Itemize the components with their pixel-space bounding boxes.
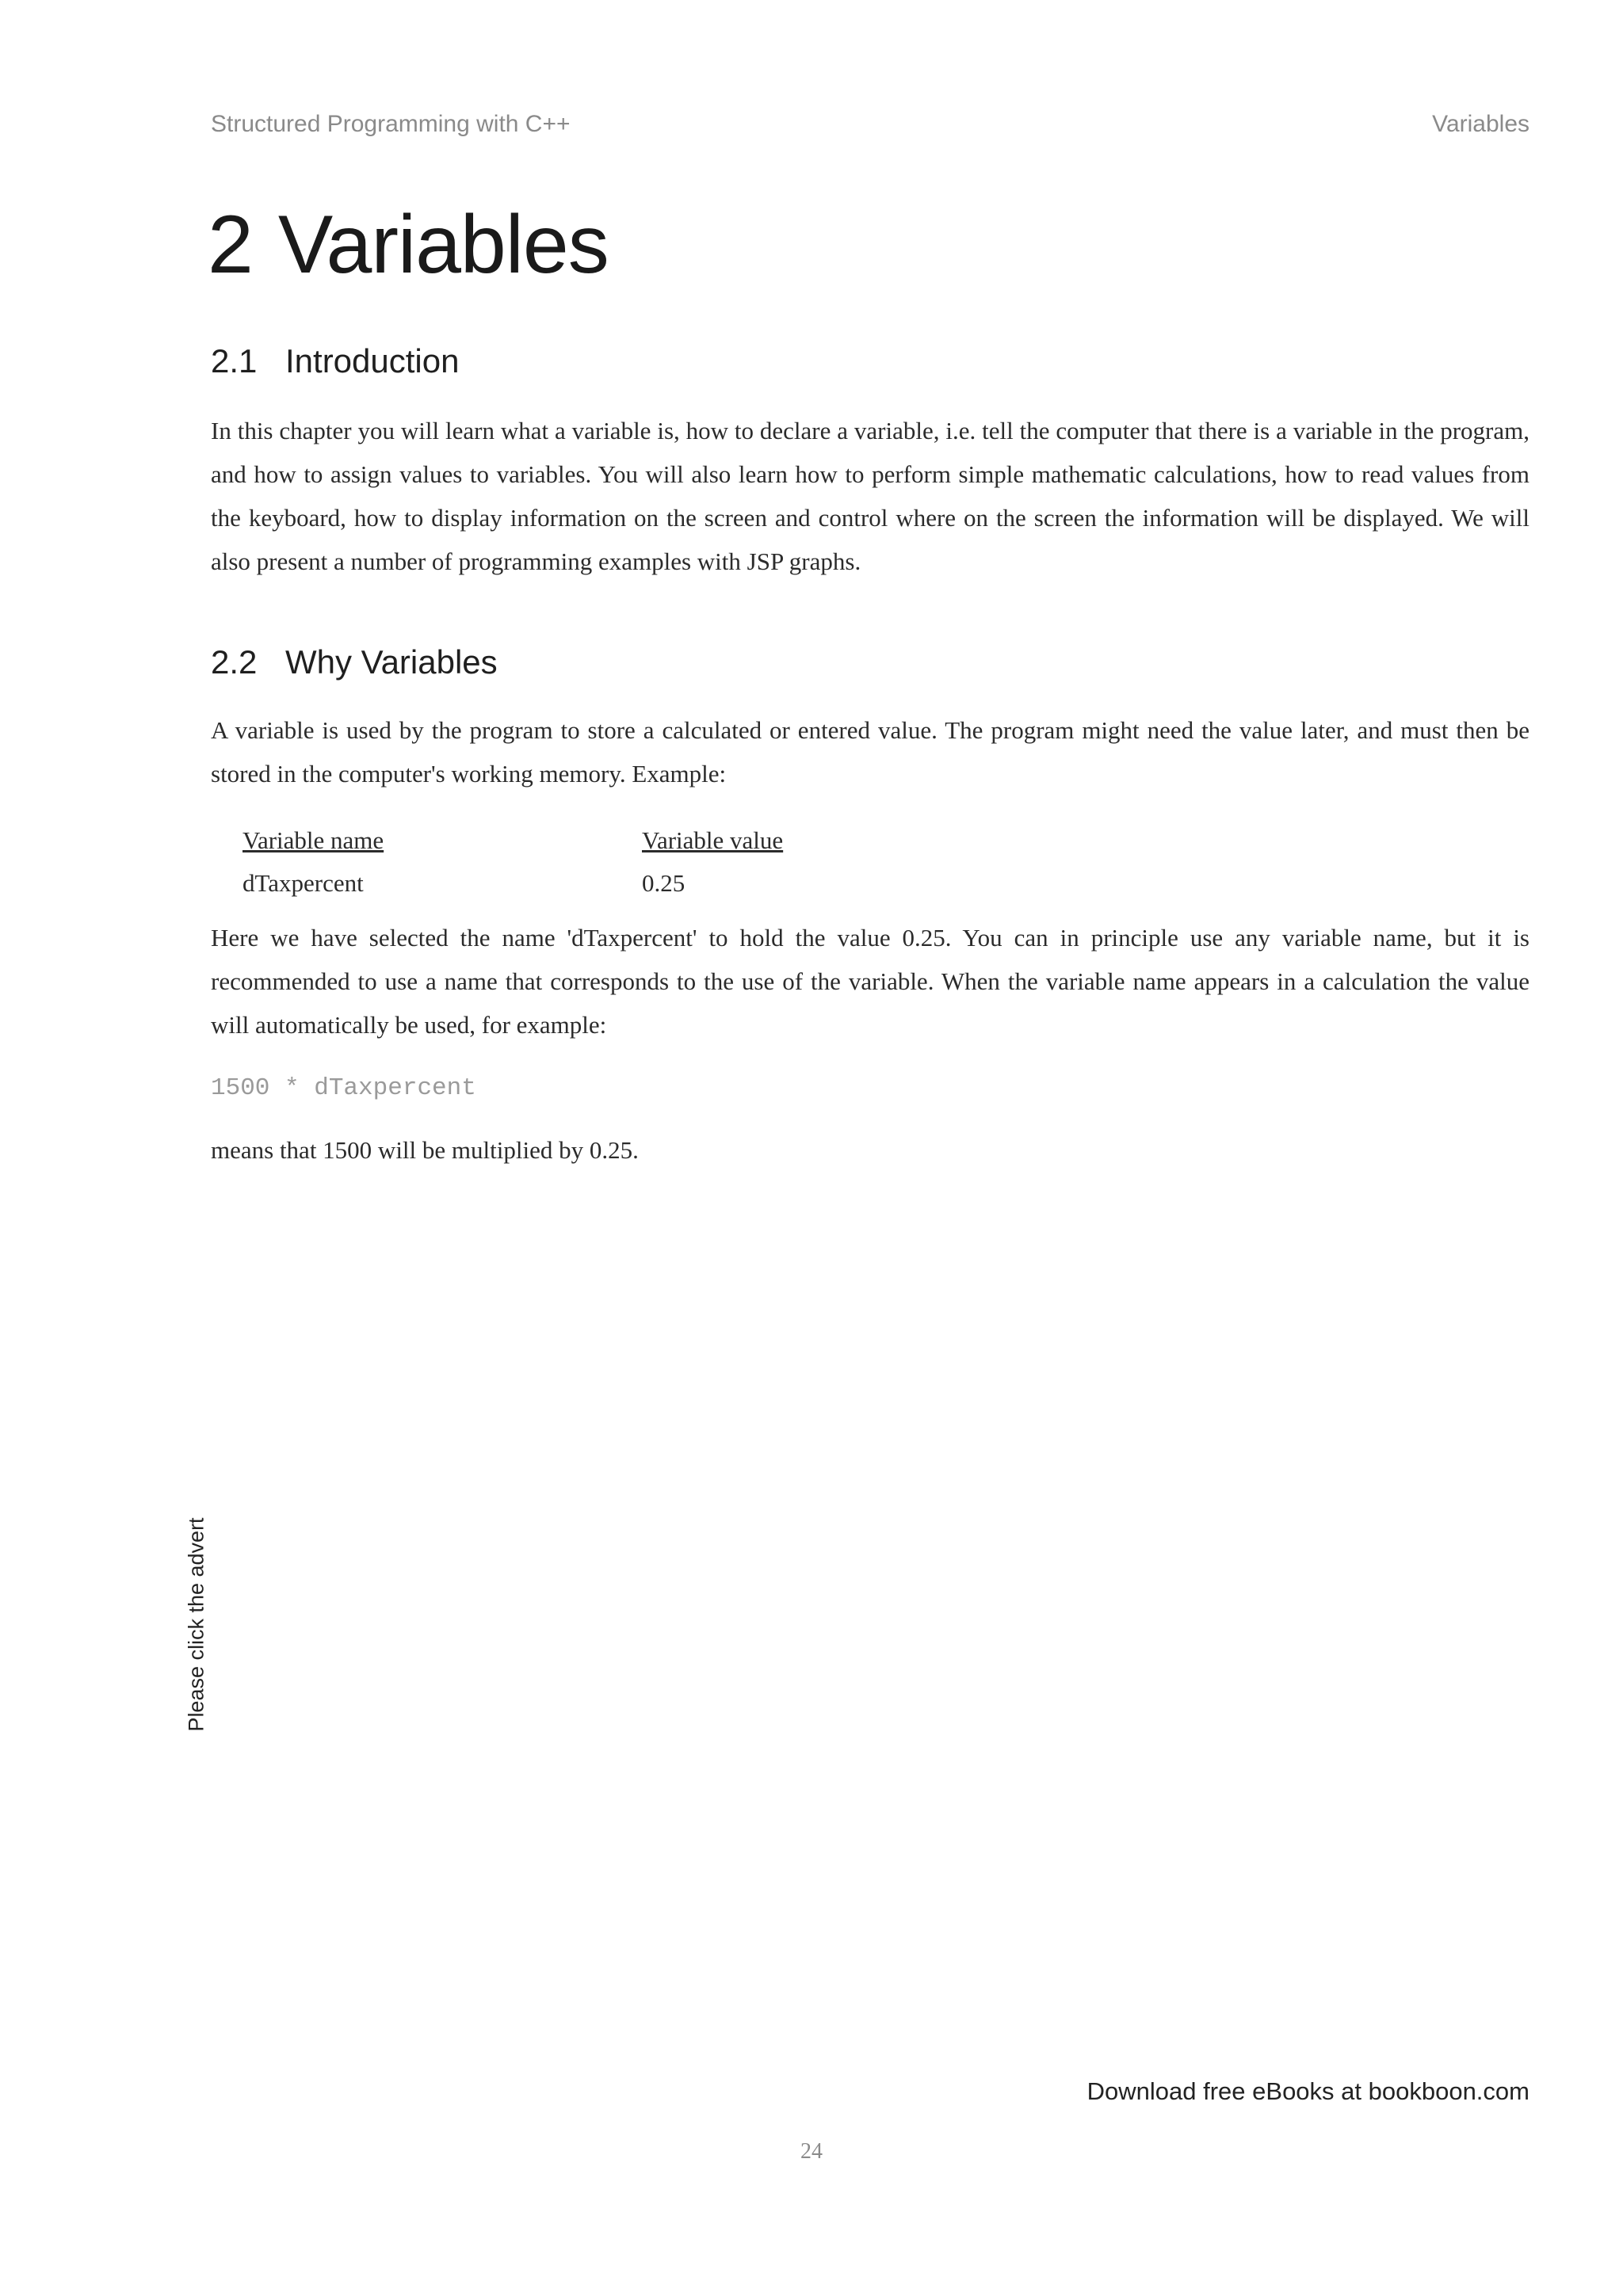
chapter-title-text: Variables [277,199,609,291]
why-variables-paragraph: A variable is used by the program to store a calculated or entered value. The program might need the value later, and must then be stored in the computer's working memory. Example: [211,716,1529,788]
section-title: Why Variables [285,643,498,681]
header-chapter-name: Variables [1432,111,1529,137]
table-row [242,862,783,905]
section-heading-introduction [211,342,459,380]
code-example: 1500 * dTaxpercent [211,1074,476,1102]
introduction-paragraph: In this chapter you will learn what a variable is, how to declare a variable, i.e. tell the computer that there is a variable in the program, and how to assign values to variables. You will also learn how to perform simple mathematic calculations, how to read values from the keyboard, how to display information on the screen and control where on the screen the information will be displayed. We will also present a number of programming examples with JSP graphs. [211,417,1529,575]
column-header-variable-name: Variable name [242,826,384,854]
result-paragraph: means that 1500 will be multiplied by 0.25. [211,1136,639,1164]
variable-value-cell: 0.25 [642,869,685,897]
section-title: Introduction [285,342,460,379]
explanation-paragraph: Here we have selected the name 'dTaxpercent' to hold the value 0.25. You can in principle use any variable name, but it is recommended to use a name that corresponds to the use of the variable. When the variable name appears in a calculation the value will automatically be used, for example: [211,924,1529,1039]
chapter-number: 2 [208,199,253,291]
side-advert-text: Please click the advert [184,1516,208,1732]
section-number: 2.1 [211,342,258,379]
section-heading-why-variables [211,643,498,681]
chapter-title [208,198,609,292]
variable-name-cell: dTaxpercent [242,869,364,897]
table-header-row [242,819,783,862]
column-header-variable-value: Variable value [642,826,784,854]
side-advert-link[interactable] [177,1497,216,1751]
download-ebooks-link[interactable]: Download free eBooks at bookboon.com [1086,2077,1529,2105]
variable-example-table [242,819,783,905]
page-number: 24 [800,2139,823,2164]
running-header [211,111,1529,138]
header-book-title: Structured Programming with C++ [211,111,571,137]
section-number: 2.2 [211,643,258,681]
